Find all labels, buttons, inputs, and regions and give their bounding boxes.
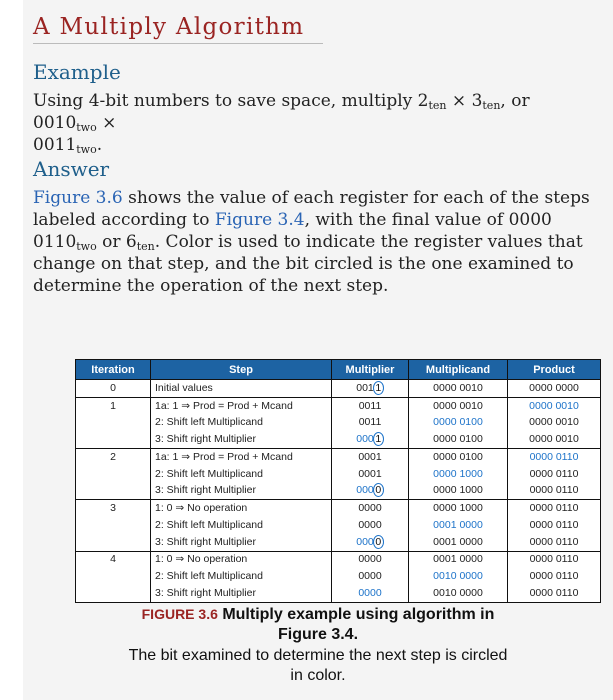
cell-multiplier: 000 0 xyxy=(332,534,409,551)
cell-iteration xyxy=(76,534,151,551)
figure-3-6-link[interactable]: Figure 3.6 xyxy=(33,188,123,208)
cell-multiplicand: 0001 0000 xyxy=(409,517,508,534)
cell-iteration xyxy=(76,585,151,602)
textbook-page xyxy=(23,0,613,700)
cell-multiplier: 0000 xyxy=(332,585,409,602)
cell-step: 1a: 1 ⇒ Prod = Prod + Mcand xyxy=(151,449,332,466)
cell-product: 0000 0010 xyxy=(508,397,601,414)
cell-step: 2: Shift left Multiplicand xyxy=(151,415,332,432)
cell-product: 0000 0110 xyxy=(508,466,601,483)
cell-iteration xyxy=(76,483,151,500)
answer-text: Figure 3.6 shows the value of each register for each of the steps labeled according to Figure 3.4, with the final value of 0000 $0110_{two}$ or $6_{ten}$. Color is used to indicate the register values that change on that step, and the bit circled is the one examined to determine the operation of the next step. xyxy=(33,188,590,296)
cell-product: 0000 0110 xyxy=(508,568,601,585)
cell-multiplicand: 0000 0100 xyxy=(409,431,508,448)
cell-multiplicand: 0001 0000 xyxy=(409,551,508,568)
table-row xyxy=(76,534,601,551)
example-heading: Example xyxy=(33,60,121,84)
cell-multiplicand: 0000 0100 xyxy=(409,415,508,432)
cell-product: 0000 0110 xyxy=(508,483,601,500)
multiply-steps-table xyxy=(75,359,601,603)
header-product: Product xyxy=(508,360,601,380)
cell-multiplier: 0001 xyxy=(332,466,409,483)
cell-step: 1a: 1 ⇒ Prod = Prod + Mcand xyxy=(151,397,332,414)
cell-iteration xyxy=(76,431,151,448)
cell-multiplicand: 0001 0000 xyxy=(409,534,508,551)
example-text: Using 4-bit numbers to save space, multiply $2_{ten} \times 3_{ten}$, or $0010_{two}$ × $0011_{two}$. xyxy=(33,91,530,156)
cell-multiplier: 0000 xyxy=(332,500,409,517)
cell-multiplier: 0000 xyxy=(332,517,409,534)
cell-step: 2: Shift left Multiplicand xyxy=(151,466,332,483)
cell-iteration: 4 xyxy=(76,551,151,568)
table-row xyxy=(76,431,601,448)
header-step: Step xyxy=(151,360,332,380)
caption-subtext: The bit examined to determine the next step is circled in color. xyxy=(128,647,508,684)
cell-product: 0000 0000 xyxy=(508,380,601,398)
table-row xyxy=(76,500,601,517)
cell-multiplicand: 0000 0100 xyxy=(409,449,508,466)
cell-iteration: 2 xyxy=(76,449,151,466)
answer-heading: Answer xyxy=(33,157,110,181)
cell-iteration xyxy=(76,415,151,432)
cell-product: 0000 0110 xyxy=(508,500,601,517)
cell-product: 0000 0010 xyxy=(508,431,601,448)
cell-iteration xyxy=(76,466,151,483)
cell-multiplier: 0001 xyxy=(332,449,409,466)
cell-product: 0000 0110 xyxy=(508,449,601,466)
cell-step: 3: Shift right Multiplier xyxy=(151,483,332,500)
cell-multiplier: 000 0 xyxy=(332,483,409,500)
table-row xyxy=(76,517,601,534)
header-iteration: Iteration xyxy=(76,360,151,380)
cell-step: 3: Shift right Multiplier xyxy=(151,431,332,448)
cell-step: 3: Shift right Multiplier xyxy=(151,585,332,602)
caption-figure-link[interactable]: Figure 3.4. xyxy=(277,626,359,643)
cell-iteration: 1 xyxy=(76,397,151,414)
cell-iteration: 3 xyxy=(76,500,151,517)
caption-label: FIGURE 3.6 xyxy=(141,606,218,622)
cell-multiplier: 0011 xyxy=(332,415,409,432)
cell-multiplier: 001 1 xyxy=(332,380,409,398)
cell-multiplicand: 0000 0010 xyxy=(409,380,508,398)
cell-multiplier: 0011 xyxy=(332,397,409,414)
cell-step: 2: Shift left Multiplicand xyxy=(151,517,332,534)
cell-multiplicand: 0000 0010 xyxy=(409,397,508,414)
table-row xyxy=(76,483,601,500)
cell-iteration xyxy=(76,568,151,585)
table-row xyxy=(76,568,601,585)
cell-iteration: 0 xyxy=(76,380,151,398)
examined-bit: 1 xyxy=(373,432,384,446)
cell-multiplicand: 0000 1000 xyxy=(409,466,508,483)
table-row xyxy=(76,466,601,483)
cell-multiplier: 0000 xyxy=(332,551,409,568)
header-multiplier: Multiplier xyxy=(332,360,409,380)
cell-step: Initial values xyxy=(151,380,332,398)
cell-step: 2: Shift left Multiplicand xyxy=(151,568,332,585)
table-row xyxy=(76,415,601,432)
table-row xyxy=(76,449,601,466)
table-row xyxy=(76,585,601,602)
cell-product: 0000 0110 xyxy=(508,551,601,568)
cell-multiplicand: 0000 1000 xyxy=(409,483,508,500)
examined-bit: 1 xyxy=(373,381,384,395)
table-row xyxy=(76,397,601,414)
table-row xyxy=(76,551,601,568)
cell-product: 0000 0010 xyxy=(508,415,601,432)
cell-multiplicand: 0000 1000 xyxy=(409,500,508,517)
examined-bit: 0 xyxy=(373,535,384,549)
cell-step: 3: Shift right Multiplier xyxy=(151,534,332,551)
table-header-row xyxy=(76,360,601,380)
cell-iteration xyxy=(76,517,151,534)
examined-bit: 0 xyxy=(373,483,384,497)
cell-product: 0000 0110 xyxy=(508,517,601,534)
table-row xyxy=(76,380,601,398)
figure-3-4-link[interactable]: Figure 3.4 xyxy=(214,210,305,230)
cell-multiplicand: 0010 0000 xyxy=(409,568,508,585)
figure-caption: FIGURE 3.6 Multiply example using algorithm in Figure 3.4. xyxy=(141,606,495,643)
cell-multiplier: 000 1 xyxy=(332,431,409,448)
cell-step: 1: 0 ⇒ No operation xyxy=(151,551,332,568)
header-multiplicand: Multiplicand xyxy=(409,360,508,380)
cell-multiplier: 0000 xyxy=(332,568,409,585)
cell-step: 1: 0 ⇒ No operation xyxy=(151,500,332,517)
section-title: A Multiply Algorithm xyxy=(33,14,323,44)
cell-product: 0000 0110 xyxy=(508,534,601,551)
cell-multiplicand: 0010 0000 xyxy=(409,585,508,602)
cell-product: 0000 0110 xyxy=(508,585,601,602)
